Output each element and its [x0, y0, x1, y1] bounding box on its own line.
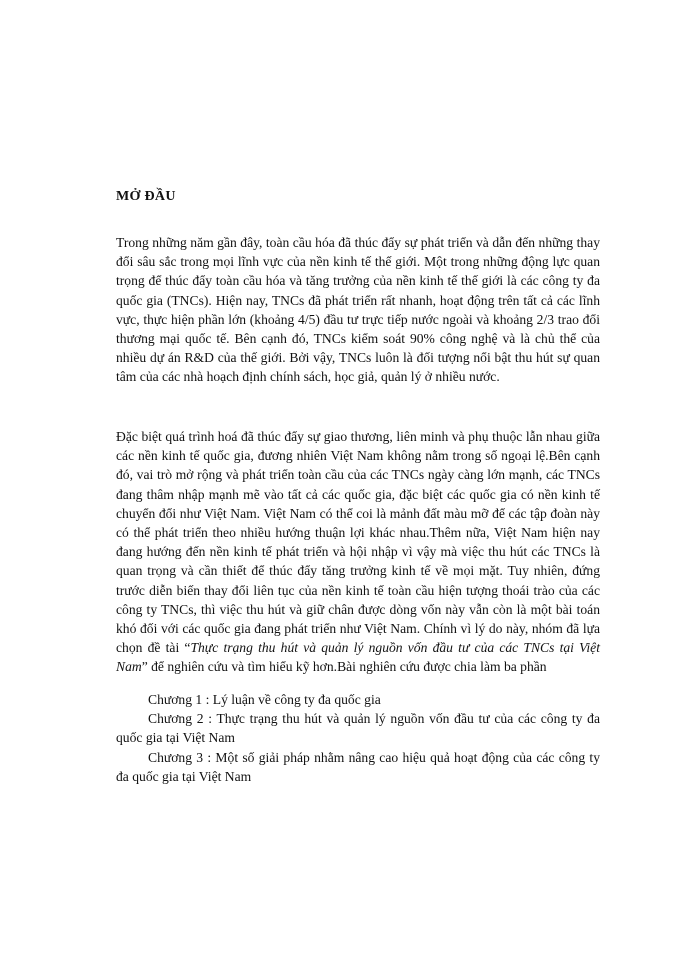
intro-paragraph-1: Trong những năm gần đây, toàn cầu hóa đã thúc đẩy sự phát triển và dẫn đến những thay đổi sâu sắc trong mọi lĩnh vực của nền kinh tế thế giới. Một trong những động lực quan trọng để thúc đẩy toàn cầu hóa và tăng trưởng của nền kinh tế thế giới là các công ty đa quốc gia (TNCs). Hiện nay, TNCs đã phát triển rất nhanh, hoạt động trên tất cả các lĩnh vực, thực hiện phần lớn (khoảng 4/5) đầu tư trực tiếp nước ngoài và khoảng 2/3 trao đổi thương mại quốc tế. Bên cạnh đó, TNCs kiểm soát 90% công nghệ và là chủ thể của nhiều dự án R&D của thế giới. Bởi vậy, TNCs luôn là đối tượng nổi bật thu hút sự quan tâm của các nhà hoạch định chính sách, học giả, quản lý ở nhiều nước.	[116, 235, 600, 385]
chapter-2: Chương 2 : Thực trạng thu hút và quản lý nguồn vốn đầu tư của các công ty đa quốc gia tại Việt Nam	[116, 711, 600, 746]
chapter-3: Chương 3 : Một số giải pháp nhằm nâng cao hiệu quả hoạt động của các công ty đa quốc gia tại Việt Nam	[116, 749, 600, 784]
chapter-list	[116, 690, 600, 786]
section-heading: MỞ ĐẦU	[116, 189, 176, 204]
paragraph-2-text: Đặc biệt quá trình hoá đã thúc đẩy sự giao thương, liên minh và phụ thuộc lẫn nhau giữa các nền kinh tế quốc gia, đương nhiên Việt Nam không nằm trong số ngoại lệ.Bên cạnh đó, vai trò mở rộng và phát triển toàn cầu của các TNCs ngày càng lớn mạnh, các TNCs đang thâm nhập mạnh mẽ vào tất cả các quốc gia, đặc biệt các quốc gia có nền kinh tế chuyển đổi như Việt Nam. Việt Nam có thể coi là mảnh đất màu mỡ để các tập đoàn này có thể phát triển theo nhiều hướng thuận lợi khác nhau.Thêm nữa, Việt Nam hiện nay đang hướng đến nền kinh tế phát triển và hội nhập vì vậy mà việc thu hút các TNCs là quan trọng và cần thiết để thúc đẩy tăng trưởng kinh tế về mọi mặt. Tuy nhiên, đứng trước diễn biến thay đổi liên tục của nền kinh tế toàn cầu hiện tượng thoái trào của các công ty TNCs, thì việc thu hút và giữ chân được dòng vốn này vẫn còn là một bài toán khó đối với các quốc gia đang phát triển như Việt Nam. Chính vì lý do này, nhóm đã lựa chọn đề tài “	[116, 429, 600, 656]
research-topic-title: Thực trạng thu hút và quản lý nguồn vốn đầu tư của các TNCs tại Việt Nam	[116, 640, 600, 675]
chapter-1: Chương 1 : Lý luận về công ty đa quốc gia	[148, 692, 381, 707]
paragraph-2-tail: ” để nghiên cứu và tìm hiểu kỹ hơn.Bài nghiên cứu được chia làm ba phần	[141, 659, 547, 675]
intro-paragraph-2	[116, 427, 600, 677]
